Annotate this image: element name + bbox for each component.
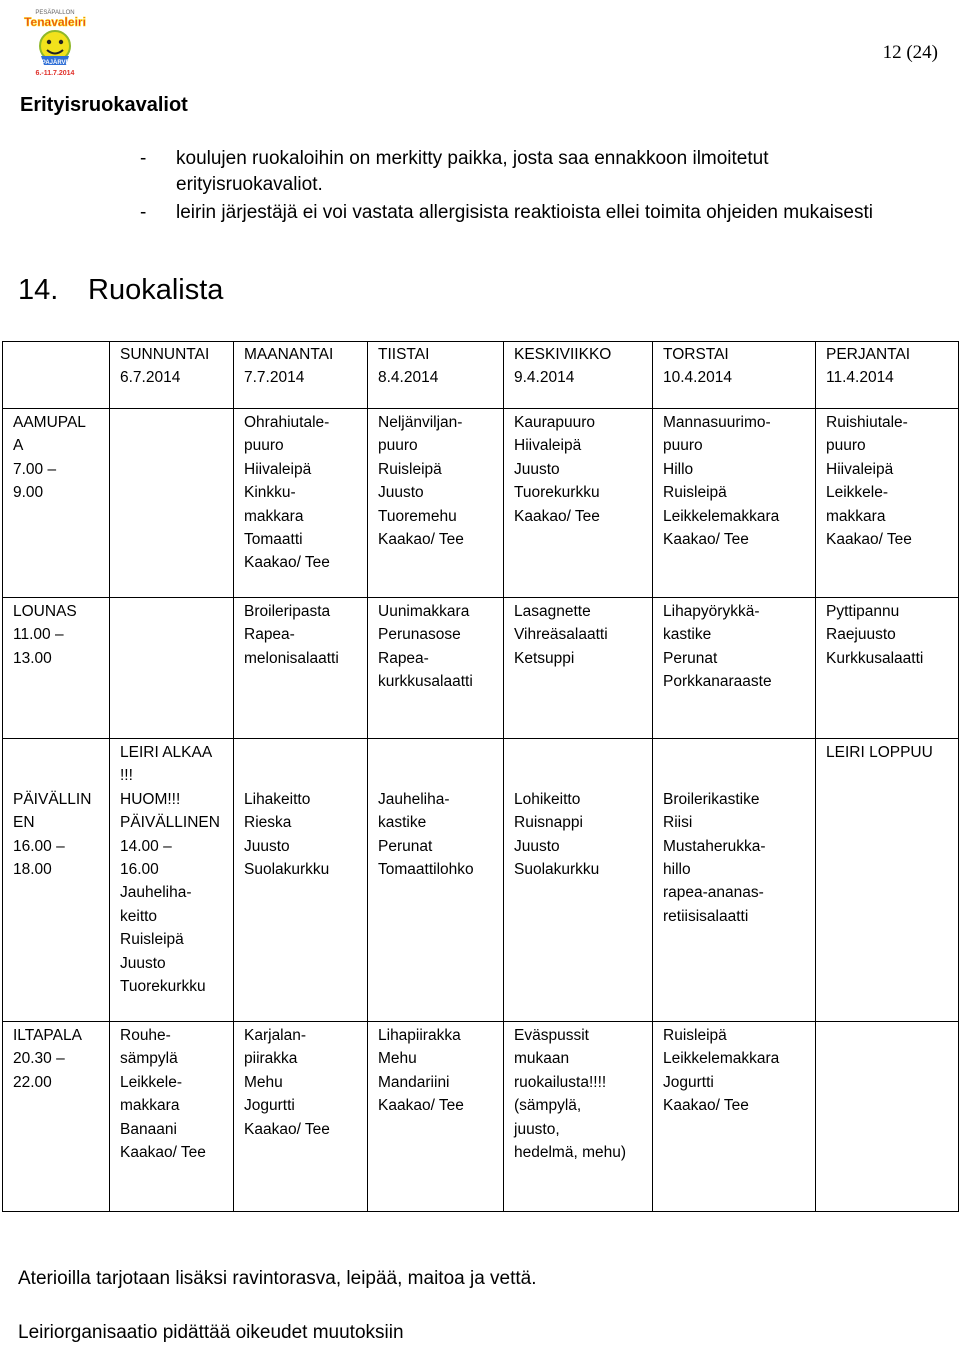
logo-top-text: PESÄPALLON — [35, 10, 75, 16]
day-header: SUNNUNTAI 6.7.2014 — [110, 342, 234, 409]
menu-cell — [110, 598, 234, 739]
footer-disclaimer: Leiriorganisaatio pidättää oikeudet muutoksiin — [18, 1322, 404, 1343]
logo-subtext: HAAPAJÄRVELLÄ — [28, 60, 82, 66]
notes-list — [140, 146, 920, 228]
meal-row-lunch — [3, 598, 959, 739]
menu-cell — [816, 1022, 959, 1212]
menu-table — [2, 341, 959, 1212]
menu-cell: Lihapiirakka Mehu Mandariini Kaakao/ Tee — [368, 1022, 504, 1212]
page-heading: Erityisruokavaliot — [20, 94, 188, 116]
note-text: koulujen ruokaloihin on merkitty paikka, josta saa ennakkoon ilmoitetut erityisruokavaliot. — [176, 148, 769, 195]
logo-dates: 6.-11.7.2014 — [35, 70, 75, 77]
note-item — [140, 200, 920, 226]
menu-cell: Rouhe- sämpylä Leikkele- makkara Banaani Kaakao/ Tee — [110, 1022, 234, 1212]
note-text: leirin järjestäjä ei voi vastata allergisista reaktioista ellei toimita ohjeiden mukaisesti — [176, 202, 873, 223]
bullet-marker: - — [140, 148, 147, 169]
menu-cell: Ruisleipä Leikkelemakkara Jogurtti Kaakao/ Tee — [653, 1022, 816, 1212]
day-header-row — [3, 342, 959, 409]
meal-label: PÄIVÄLLIN EN 16.00 – 18.00 — [3, 739, 110, 1022]
meal-row-breakfast — [3, 409, 959, 598]
day-header: TIISTAI 8.4.2014 — [368, 342, 504, 409]
menu-cell: Eväspussit mukaan ruokailusta!!!! (sämpylä, juusto, hedelmä, mehu) — [504, 1022, 653, 1212]
menu-cell: Broileripasta Rapea- melonisalaatti — [234, 598, 368, 739]
day-header: MAANANTAI 7.7.2014 — [234, 342, 368, 409]
note-item — [140, 146, 920, 198]
menu-cell: Lihapyörykkä- kastike Perunat Porkkanaraaste — [653, 598, 816, 739]
menu-cell: Ruishiutale- puuro Hiivaleipä Leikkele- makkara Kaakao/ Tee — [816, 409, 959, 598]
section-number: 14. — [18, 274, 59, 306]
menu-cell: Kaurapuuro Hiivaleipä Juusto Tuorekurkku Kaakao/ Tee — [504, 409, 653, 598]
menu-cell: Pyttipannu Raejuusto Kurkkusalaatti — [816, 598, 959, 739]
page-number: 12 (24) — [882, 42, 938, 63]
menu-cell: LEIRI ALKAA !!! HUOM!!! PÄIVÄLLINEN 14.00 – 16.00 Jauheliha- keitto Ruisleipä Juusto Tuorekurkku — [110, 739, 234, 1022]
meal-row-evening-snack — [3, 1022, 959, 1212]
section-title — [18, 274, 223, 307]
menu-cell: Ohrahiutale- puuro Hiivaleipä Kinkku- makkara Tomaatti Kaakao/ Tee — [234, 409, 368, 598]
menu-cell: Karjalan- piirakka Mehu Jogurtti Kaakao/ Tee — [234, 1022, 368, 1212]
corner-cell — [3, 342, 110, 409]
day-header: TORSTAI 10.4.2014 — [653, 342, 816, 409]
meal-label: LOUNAS 11.00 – 13.00 — [3, 598, 110, 739]
menu-cell: Neljänviljan- puuro Ruisleipä Juusto Tuoremehu Kaakao/ Tee — [368, 409, 504, 598]
menu-cell: Lohikeitto Ruisnappi Juusto Suolakurkku — [504, 739, 653, 1022]
menu-cell: Jauheliha- kastike Perunat Tomaattilohko — [368, 739, 504, 1022]
meal-label: AAMUPAL A 7.00 – 9.00 — [3, 409, 110, 598]
bullet-marker: - — [140, 202, 147, 223]
menu-cell — [110, 409, 234, 598]
logo-text: Tenavaleiri — [24, 15, 86, 29]
meal-label: ILTAPALA 20.30 – 22.00 — [3, 1022, 110, 1212]
menu-cell: Mannasuurimo- puuro Hillo Ruisleipä Leikkelemakkara Kaakao/ Tee — [653, 409, 816, 598]
day-header: KESKIVIIKKO 9.4.2014 — [504, 342, 653, 409]
menu-cell: Lihakeitto Rieska Juusto Suolakurkku — [234, 739, 368, 1022]
camp-logo — [14, 6, 96, 78]
day-header: PERJANTAI 11.4.2014 — [816, 342, 959, 409]
menu-cell: Uunimakkara Perunasose Rapea- kurkkusalaatti — [368, 598, 504, 739]
menu-cell: Lasagnette Vihreäsalaatti Ketsuppi — [504, 598, 653, 739]
menu-cell: Broilerikastike Riisi Mustaherukka- hillo rapea-ananas- retiisisalaatti — [653, 739, 816, 1022]
menu-cell: LEIRI LOPPUU — [816, 739, 959, 1022]
meal-row-dinner — [3, 739, 959, 1022]
footer-note: Aterioilla tarjotaan lisäksi ravintorasva, leipää, maitoa ja vettä. — [18, 1268, 537, 1289]
section-name: Ruokalista — [88, 274, 224, 306]
